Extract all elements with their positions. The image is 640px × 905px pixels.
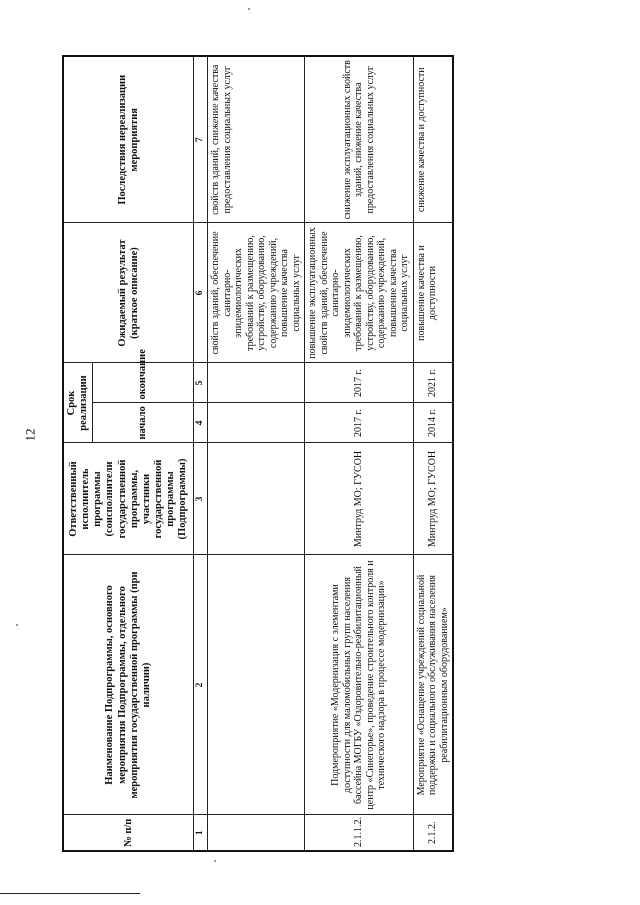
header-end: окончание: [93, 363, 194, 403]
row-start: [208, 403, 305, 443]
row-number: [208, 815, 305, 851]
row-executor: [208, 443, 305, 555]
header-consequence: Последствия нереализации мероприятия: [63, 56, 194, 223]
table-row: [413, 56, 453, 851]
header-name: Наименование Подпрограммы, основного мероприятия Подпрограммы, отдельного мероприятия государственной программы (при наличии): [63, 555, 194, 815]
scan-speck: [248, 8, 250, 10]
header-row: [63, 56, 93, 851]
column-number: 2: [194, 555, 208, 815]
header-executor: Ответственный исполнитель программы (соисполнители государственной программы, участники государственной программы (Подпрограммы): [63, 443, 194, 555]
program-activities-table: [62, 55, 454, 852]
row-number: 2.1.2.: [413, 815, 453, 851]
column-number: 7: [194, 56, 208, 223]
footer-rule: [0, 893, 140, 894]
column-number: 6: [194, 223, 208, 363]
row-result: повышение эксплуатационных свойств зданий, обеспечение санитарно-эпидемиологических требований к размещению, устройству, оборудованию, содержанию учреждений, повышение качества социальных услуг: [305, 223, 414, 363]
row-number: 2.1.1.2.: [305, 815, 414, 851]
header-number: № п/п: [63, 815, 194, 851]
row-executor: Минтруд МО; ГУСОН: [413, 443, 453, 555]
header-start: начало: [93, 403, 194, 443]
row-result: свойств зданий, обеспечение санитарно-эпидемиологических требований к размещению, устройству, оборудованию, содержанию учреждений, повышение качества социальных услуг: [208, 223, 305, 363]
column-number-row: [194, 56, 208, 851]
row-consequence: свойств зданий, снижение качества предоставления социальных услуг: [208, 56, 305, 223]
row-name: Подмероприятие «Модернизация с элементами доступности для маломобильных групп населения бассейна МОГБУ «Оздоровительно-реабилитационный центр «Синегорье», проведение строительного контроля и технического надзора в процессе модернизации»: [305, 555, 414, 815]
row-consequence: снижение качества и доступности: [413, 56, 453, 223]
page-number: 12: [22, 428, 38, 442]
column-number: 1: [194, 815, 208, 851]
row-consequence: снижение эксплуатационных свойств зданий, снижение качества предоставления социальных услуг: [305, 56, 414, 223]
row-result: повышение качества и доступности: [413, 223, 453, 363]
row-start: 2014 г.: [413, 403, 453, 443]
column-number: 4: [194, 403, 208, 443]
scan-speck: [214, 860, 216, 862]
row-end: [208, 363, 305, 403]
row-name: [208, 555, 305, 815]
row-name: Мероприятие «Оснащение учреждений социальной поддержки и социального обслуживания населения реабилитационным оборудованием»: [413, 555, 453, 815]
row-end: 2017 г.: [305, 363, 414, 403]
table-row: [208, 56, 305, 851]
column-number: 3: [194, 443, 208, 555]
rotated-table-wrapper: [62, 57, 553, 852]
table-row: [305, 56, 414, 851]
row-start: 2017 г.: [305, 403, 414, 443]
scan-speck: [16, 624, 18, 626]
row-executor: Минтруд МО; ГУСОН: [305, 443, 414, 555]
header-result: Ожидаемый результат (краткое описание): [63, 223, 194, 363]
header-period: Срок реализации: [63, 363, 93, 443]
column-number: 5: [194, 363, 208, 403]
row-end: 2021 г.: [413, 363, 453, 403]
